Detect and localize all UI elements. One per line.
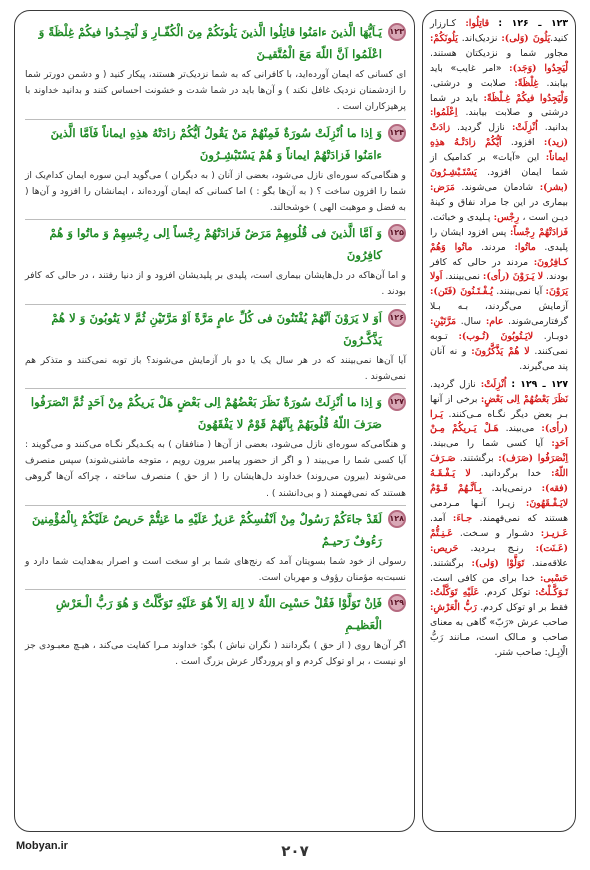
glossary-term: رِجْس: — [493, 211, 520, 223]
verse-block — [25, 21, 406, 120]
verse-block — [25, 391, 406, 506]
verse-block — [25, 592, 406, 670]
glossary-term: اُنْزِلَتْ: — [511, 122, 538, 134]
glossary-definition: خدا برگردانید. — [470, 468, 552, 480]
glossary-term: فَزادَتْهُمْ رِجْساً: — [509, 226, 568, 238]
verse-number-badge: ۱۲۹ — [388, 594, 406, 612]
verse-arabic-text: اَوَ لا یَرَوْنَ اَنَّهُمْ یُفْتَنُونَ فی کُلِّ عامٍ مَرَّةً اَوْ مَرَّتَیْنِ ثُمَّ لا یَتُوبُونَ وَ لا هُمْ یَذَّکَّـرُونَ — [51, 310, 382, 347]
glossary-term: قاتِلُوا: — [465, 18, 490, 29]
glossary-definition: آمد. — [430, 512, 453, 524]
glossary-definition: نمی‌بینند. — [442, 271, 483, 283]
glossary-definition: «امر غایب» باید بیابند. — [430, 62, 568, 89]
verse-arabic-text: وَ اِذا ما اُنْزِلَتْ سُورَةٌ فَمِنْهُمْ مَنْ یَقُولُ اَیُّکُمْ زادَتْهُ هذِهِ ایماناً فَاَمَّا الَّذینَ ءامَنُوا فَزادَتْهُمْ ایماناً وَ هُمْ یَسْتَبْشِـرُونَ — [50, 125, 382, 162]
verse-block — [25, 122, 406, 221]
verse-arabic — [25, 122, 406, 166]
glossary-definition: بدانید. — [537, 122, 568, 134]
glossary-term: یَلُونَکُمْ: — [430, 32, 458, 44]
glossary-term: یَـرا (رأی): — [430, 408, 568, 435]
glossary-term: اَیُّکُمْ زادَتْـهُ هذِهِ ایماناً: — [430, 137, 568, 164]
glossary-panel — [422, 10, 576, 832]
glossary-section — [430, 378, 568, 661]
divider — [25, 304, 406, 305]
glossary-term: یَسْتَـبْشِـرُونَ (بشر): — [430, 167, 568, 193]
glossary-definition: پـلیدی و خباثت. — [430, 211, 494, 223]
verse-number-badge: ۱۲۸ — [388, 510, 406, 528]
verse-arabic-text: یَـاَیُّهَا الَّذینَ ءامَنُوا قاتِلُوا الَّذینَ یَلُونَکُمْ مِنَ الْکُفّـارِ وَ لْیَجِـدُوا فیکُمْ غِلْظَةً وَ اعْلَمُوا اَنَّ اللّهَ مَعَ الْمُتَّقیـنَ — [38, 25, 382, 61]
verse-arabic — [25, 222, 406, 266]
glossary-definition: آیا کسی شما را می‌بیند. — [430, 438, 552, 450]
glossary-term: ماتُوا وَهُمْ کـافِرُونَ: — [430, 241, 568, 268]
verse-translation: و هنگامی‌که سوره‌ای نازل می‌شود، بعضی از آنان ( به دیگران ) می‌گوید ایـن سوره ایمان کدام‌یک از شما را افزون ساخت ؟ ( به آن‌ها بگو : ) اما کسانی که ایمان آورده‌اند ، ایمانشان را افزود و آن‌ها ( به فضل و موهبت الهی ) خوشحالند. — [25, 169, 406, 214]
glossary-term: لایَـتُوبُونَ (تُـوب): — [458, 331, 534, 343]
glossary-term: مَرَض: — [430, 181, 455, 193]
glossary-term: رَبُّ الْعَرْشِ: — [430, 602, 477, 614]
verse-number-badge: ۱۲۵ — [388, 224, 406, 242]
divider — [25, 388, 406, 389]
site-logo: Mobyan.ir — [16, 840, 68, 852]
verse-arabic — [25, 592, 406, 636]
divider — [25, 589, 406, 590]
glossary-definition: نزدیک‌اند. — [457, 32, 502, 44]
glossary-term: هَـلْ یَـریکُمْ مِـنْ اَحَدٍ: — [430, 423, 568, 450]
verse-arabic — [25, 307, 406, 351]
glossary-definition: مردند در حالی که کافر بودند. — [430, 256, 568, 283]
divider — [25, 505, 406, 506]
glossary-definition: نازل گردید. — [449, 122, 512, 134]
divider — [25, 219, 406, 220]
verse-translation: ای کسانی که ایمان آورده‌اید، با کافرانی که به شما نزدیک‌تر هستند، پیکار کنید ( و دشمن دورتر شما را ازدشمنان نزدیک غافل نکند ) و آن‌ها باید در شما شدت و خشونت احساس کنند و بدانید خداوند با پرهیزکاران است . — [25, 69, 406, 113]
verse-block — [25, 307, 406, 389]
verse-arabic-text: وَ اِذا ما اُنْزِلَتْ سُورَةٌ نَظَرَ بَعْضُهُمْ اِلی بَعْضٍ هَلْ یَریکُمْ مِنْ اَحَدٍ ثُمَّ انْصَرَفُوا صَرَفَ اللّهُ قُلُوبَهُمْ بِاَنَّهُمْ قَوْمٌ لا یَفْقَهُونَ — [30, 395, 382, 432]
glossary-term: اِعْلَمُوا: — [430, 107, 458, 119]
glossary-definition: صاحب عرش «رَبّ» گاهی به معنای صاحب و مـالک است، مـانند رَبُّ الْاِبِـل: صاحب شتر. — [430, 617, 568, 659]
glossary-definition: می‌بیند. — [498, 423, 542, 435]
glossary-term: غِلْظَةً: — [514, 77, 539, 89]
glossary-term: لْیَجِدُوا (وَجَد): — [509, 62, 568, 74]
glossary-term: ماتُوا: — [514, 241, 536, 253]
glossary-definition: مردند. — [472, 241, 515, 253]
verse-arabic — [25, 508, 406, 552]
glossary-definition: این «آیات» بر کدامیک از شما ایمان افزود. — [430, 152, 568, 179]
glossary-definition: درنمی‌یابد. — [481, 483, 542, 495]
divider — [25, 119, 406, 120]
verse-arabic — [25, 21, 406, 65]
glossary-definition: برخی از آنها بـر بعض دیگر نگـاه مـی‌کنند. — [430, 393, 568, 420]
glossary-term: نَظَرَ بَعْضُهُمْ اِلی بَعْضٍ: — [480, 393, 568, 405]
verse-block — [25, 508, 406, 590]
glossary-term: حَریص: — [430, 542, 459, 554]
glossary-term: عَـنِـتُّمْ (عَـنَت): — [430, 527, 568, 554]
glossary-term: عَـزیـز: — [540, 527, 568, 539]
verse-arabic-text: لَقَدْ جاءَکُمْ رَسُولٌ مِنْ اَنْفُسِکُمْ عَزیزٌ عَلَیْهِ ما عَنِتُّمْ حَریصٌ عَلَیْکُمْ بِالْمُؤْمِنینَ رَءُوفٌ رَحیـمٌ — [32, 511, 382, 548]
glossary-definition: افزود. — [501, 137, 544, 149]
glossary-definition: زیـرا آنـها مـردمی هستند که نمی‌فهمند. — [430, 498, 569, 524]
glossary-term: تَوَلَّوْا (وَلی): — [471, 557, 525, 569]
quran-panel — [14, 10, 415, 832]
glossary-term: بِـاَنَّـهُمْ قَـوْمٌ لایَـفْـقَهُونَ: — [430, 483, 568, 509]
verse-translation: و هنگامی‌که سوره‌ای نازل می‌شود، بعضی از آن‌ها ( منافقان ) به یکـدیگر نگـاه می‌کنند و می‌گویند : آیا کسی شما را می‌بیند ( و اگر از حضور پیامبر بیرون رویم ، متوجه ماشنی‌شوند) سپس منصرف می‌شوند (بیرون می‌روند) خداوند دل‌هایشان را ( از حق ) منصرف ساخته ، چراکه آن‌ها گروهی هستند که نمی‌فهمند ( و بی‌دانشند ) . — [25, 439, 406, 499]
glossary-term: لا هُمْ یَذَّکَّرُونَ: — [471, 345, 530, 357]
glossary-term: تَـوَکَّـلْتُ: — [535, 587, 568, 599]
glossary-term: لا یَـفْـقَـهُ (فقه): — [430, 468, 568, 495]
glossary-definition: رنـج بـردید. — [458, 542, 536, 554]
glossary-term: صَـرَفَ اللّهُ: — [430, 453, 568, 480]
glossary-definition: آیا نمی‌بینند. — [492, 286, 546, 298]
glossary-definition: خدا برای من کافی است. — [430, 572, 540, 584]
glossary-definition: تـوبه نمی‌کنند. — [430, 331, 568, 357]
glossary-definition: فقط بر او توکل کردم. — [476, 602, 568, 614]
glossary-definition: بیماری در این جا مراد نفاق و کینهٔ دیـن است ، — [430, 196, 568, 223]
glossary-definition: و نه آنان پند می‌گیرند. — [430, 345, 568, 372]
verse-translation: آیا آن‌ها نمی‌بینند که در هر سال یک یا دو بار آزمایش می‌شوند؟ باز توبه نمی‌کنند و متذکر هم نمی‌شوند . — [25, 354, 406, 382]
verse-arabic-text: فَاِنْ تَوَلَّوْا فَقُلْ حَسْبِیَ اللّهُ لا اِلهَ اِلاّ هُوَ عَلَیْهِ تَوَکَّلْتُ وَ هُوَ رَبُّ الْـعَرْشِ الْعَظیـمِ — [55, 596, 382, 633]
glossary-definition: دوبـار. — [533, 331, 568, 343]
glossary-definition: برگشتند. — [455, 453, 499, 465]
verse-translation: رسولی از خود شما بسویتان آمد که رنج‌های شما بر او سخت است و اصرار به‌هدایت شما دارد و نسبت‌به مؤمنان رؤوف و مهربان است. — [25, 555, 406, 584]
glossary-term: زادَتْ (زید): — [430, 122, 568, 149]
verse-arabic-text: وَ اَمَّا الَّذینَ فی قُلُوبِهِمْ مَرَضٌ فَزادَتْهُمْ رِجْساً اِلی رِجْسِهِمْ وَ ماتُوا وَ هُمْ کافِرُونَ — [49, 226, 382, 263]
glossary-definition: سال. — [456, 316, 486, 328]
glossary-term: اِنْصَرَفُوا (صَرَف): — [498, 453, 569, 465]
glossary-term: لا یَـرَوْنَ (رأی): — [482, 271, 544, 283]
glossary-definition: پس افزود ایشان را پلیدی. — [430, 226, 568, 253]
glossary-definition: کـارزار کنید. — [430, 18, 568, 44]
glossary-definition: علاقه‌مند. — [524, 557, 568, 569]
glossary-definition: باید در شما درشتی و صلابت بیابند. — [430, 92, 568, 119]
verse-block — [25, 222, 406, 304]
verse-translation: اگر آن‌ها روی ( از حق ) بگردانند ( نگران نباش ) بگو: خداوند مـرا کفایت می‌کند ، هیـچ معبـودی جز او نیست ، بر او توکل کردم و او پروردگار عرش بزرگ است . — [25, 640, 406, 668]
glossary-term: مَرَّتَیْنِ: — [430, 316, 457, 328]
verse-number-badge: ۱۲۴ — [388, 124, 406, 142]
glossary-definition: صلابت و درشتی. — [430, 77, 515, 89]
glossary-definition: آزمایش می‌گردند، بـه بـلا گرفتارمی‌شوند. — [430, 301, 568, 328]
page-number: ۲۰۷ — [281, 842, 309, 860]
verse-number-badge: ۱۲۷ — [388, 393, 406, 411]
glossary-definition: شادمان می‌شوند. — [454, 181, 540, 193]
verse-translation: و اما آن‌هاکه در دل‌هایشان بیماری است، پلیدی بر پلیدیشان افزود و از دنیا رفتند ، در حالی که کافر بودند . — [25, 270, 406, 298]
glossary-term: اَولا یَرَوْنَ: — [430, 271, 569, 298]
glossary-term: یَلُونَ (وَلی): — [501, 32, 551, 44]
glossary-definition: توکل کردم. — [479, 587, 536, 599]
verse-number-badge: ۱۲۶ — [388, 309, 406, 327]
glossary-term: عام: — [485, 316, 504, 328]
glossary-section — [430, 17, 568, 375]
verse-number-badge: ۱۲۳ — [388, 23, 406, 41]
glossary-term: اُنْزِلَتْ: — [480, 378, 507, 390]
glossary-term: حَسْبی: — [539, 572, 568, 584]
verse-arabic — [25, 391, 406, 435]
glossary-term: یُـفْـتَـنُونَ (فَتَن): — [430, 286, 493, 298]
glossary-term: وَلْیَجِدُوا فیکُمْ غِـلْظَةً: — [483, 92, 568, 104]
glossary-definition: دشـوار و سـخت. — [452, 527, 541, 539]
glossary-term: جـاءَ: — [452, 512, 472, 524]
glossary-definition: برگشتند. — [430, 557, 472, 569]
glossary-definition: نازل گردید. — [430, 378, 481, 390]
glossary-term: عَلَیْهِ تَوَکَّلْتُ: — [430, 587, 480, 599]
glossary-section-title: ۱۲۷ ـ ۱۲۹ : — [511, 378, 568, 390]
glossary-definition: مجاور شما و نزدیکتان هستند. — [430, 47, 568, 59]
glossary-section-title: ۱۲۳ ـ ۱۲۶ : — [498, 18, 568, 29]
